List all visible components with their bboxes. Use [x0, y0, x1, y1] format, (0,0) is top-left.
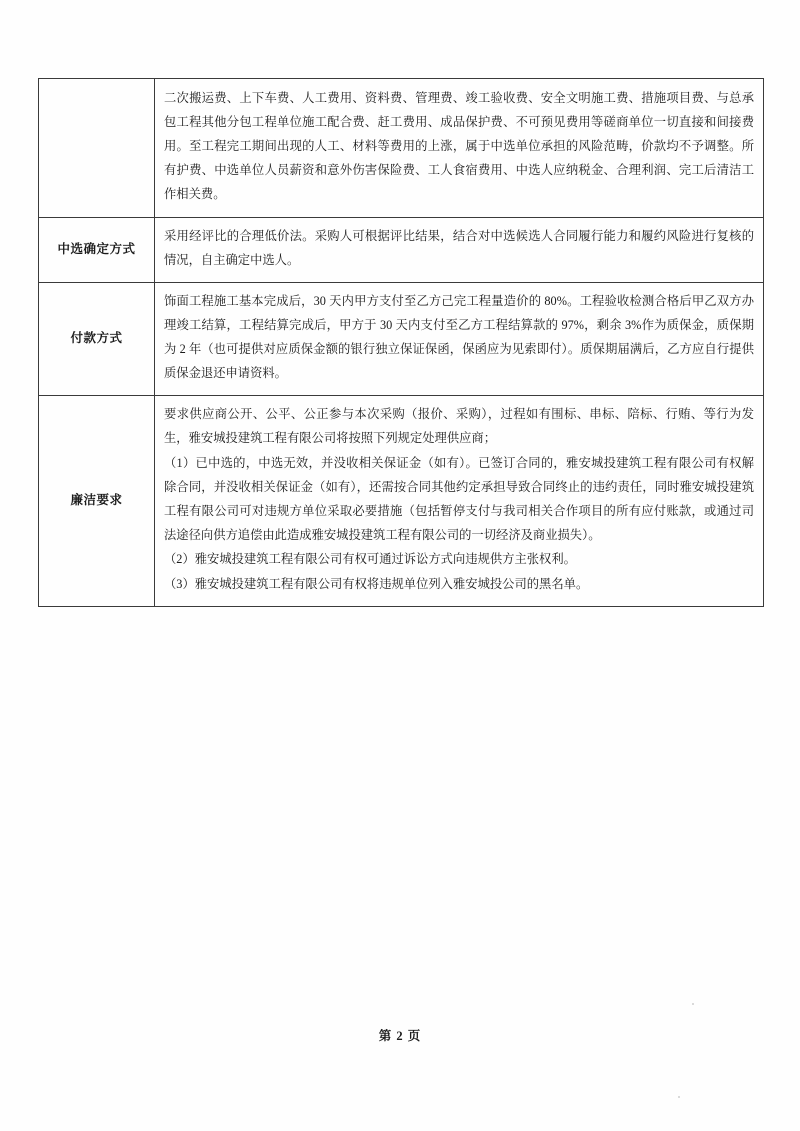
paragraph: 采用经评比的合理低价法。采购人可根据评比结果，结合对中选候选人合同履行能力和履约风险进行复核的情况，自主确定中选人。 [164, 228, 754, 267]
table-row [39, 217, 764, 282]
scan-speck [692, 1003, 694, 1005]
paragraph: 饰面工程施工基本完成后，30 天内甲方支付至乙方己完工程量造价的 80%。工程验收检测合格后甲乙双方办理竣工结算，工程结算完成后，甲方于 30 天内支付至乙方工程结算款的 97%，剩余 3%作为质保金，质保期为 2 年（也可提供对应质保金额的银行独立保证保函，保函应为见索即付）。质保期届满后，乙方应自行提供质保金退还申请资料。 [164, 293, 754, 380]
paragraph: （2）雅安城投建筑工程有限公司有权可通过诉讼方式向违规供方主张权利。 [164, 552, 576, 567]
paragraph: 要求供应商公开、公平、公正参与本次采购（报价、采购），过程如有围标、串标、陪标、行贿、等行为发生，雅安城投建筑工程有限公司将按照下列规定处理供应商； [164, 406, 754, 445]
paragraph: （1）已中选的，中选无效，并没收相关保证金（如有）。已签订合同的，雅安城投建筑工程有限公司有权解除合同，并没收相关保证金（如有），还需按合同其他约定承担导致合同终止的违约责任，同时雅安城投建筑工程有限公司可对违规方单位采取必要措施（包括暂停支付与我司相关合作项目的所有应付账款，或通过司法途径向供方追偿由此造成雅安城投建筑工程有限公司的一切经济及商业损失）。 [164, 455, 754, 542]
row-content-cost-items [155, 79, 764, 218]
row-label-selection-method: 中选确定方式 [39, 217, 155, 282]
row-content-integrity-requirements [155, 395, 764, 607]
row-content-payment-method [155, 282, 764, 395]
table-row [39, 395, 764, 607]
row-label-payment-method: 付款方式 [39, 282, 155, 395]
procurement-terms-table [38, 78, 764, 607]
paragraph: 二次搬运费、上下车费、人工费用、资料费、管理费、竣工验收费、安全文明施工费、措施项目费、与总承包工程其他分包工程单位施工配合费、赶工费用、成品保护费、不可预见费用等磋商单位一切直接和间接费用。至工程完工期间出现的人工、材料等费用的上涨，属于中选单位承担的风险范畴，价款均不予调整。所有护费、中选单位人员薪资和意外伤害保险费、工人食宿费用、中选人应纳税金、合理利润、完工后清洁工作相关费。 [164, 91, 754, 201]
page-footer: 第 2 页 [378, 1029, 422, 1043]
row-label-integrity-requirements: 廉洁要求 [39, 395, 155, 607]
row-label-empty [39, 79, 155, 218]
table-row [39, 79, 764, 218]
table-row [39, 282, 764, 395]
paragraph: （3）雅安城投建筑工程有限公司有权将违规单位列入雅安城投公司的黑名单。 [164, 577, 589, 592]
row-content-selection-method [155, 217, 764, 282]
scan-speck [678, 1096, 680, 1098]
